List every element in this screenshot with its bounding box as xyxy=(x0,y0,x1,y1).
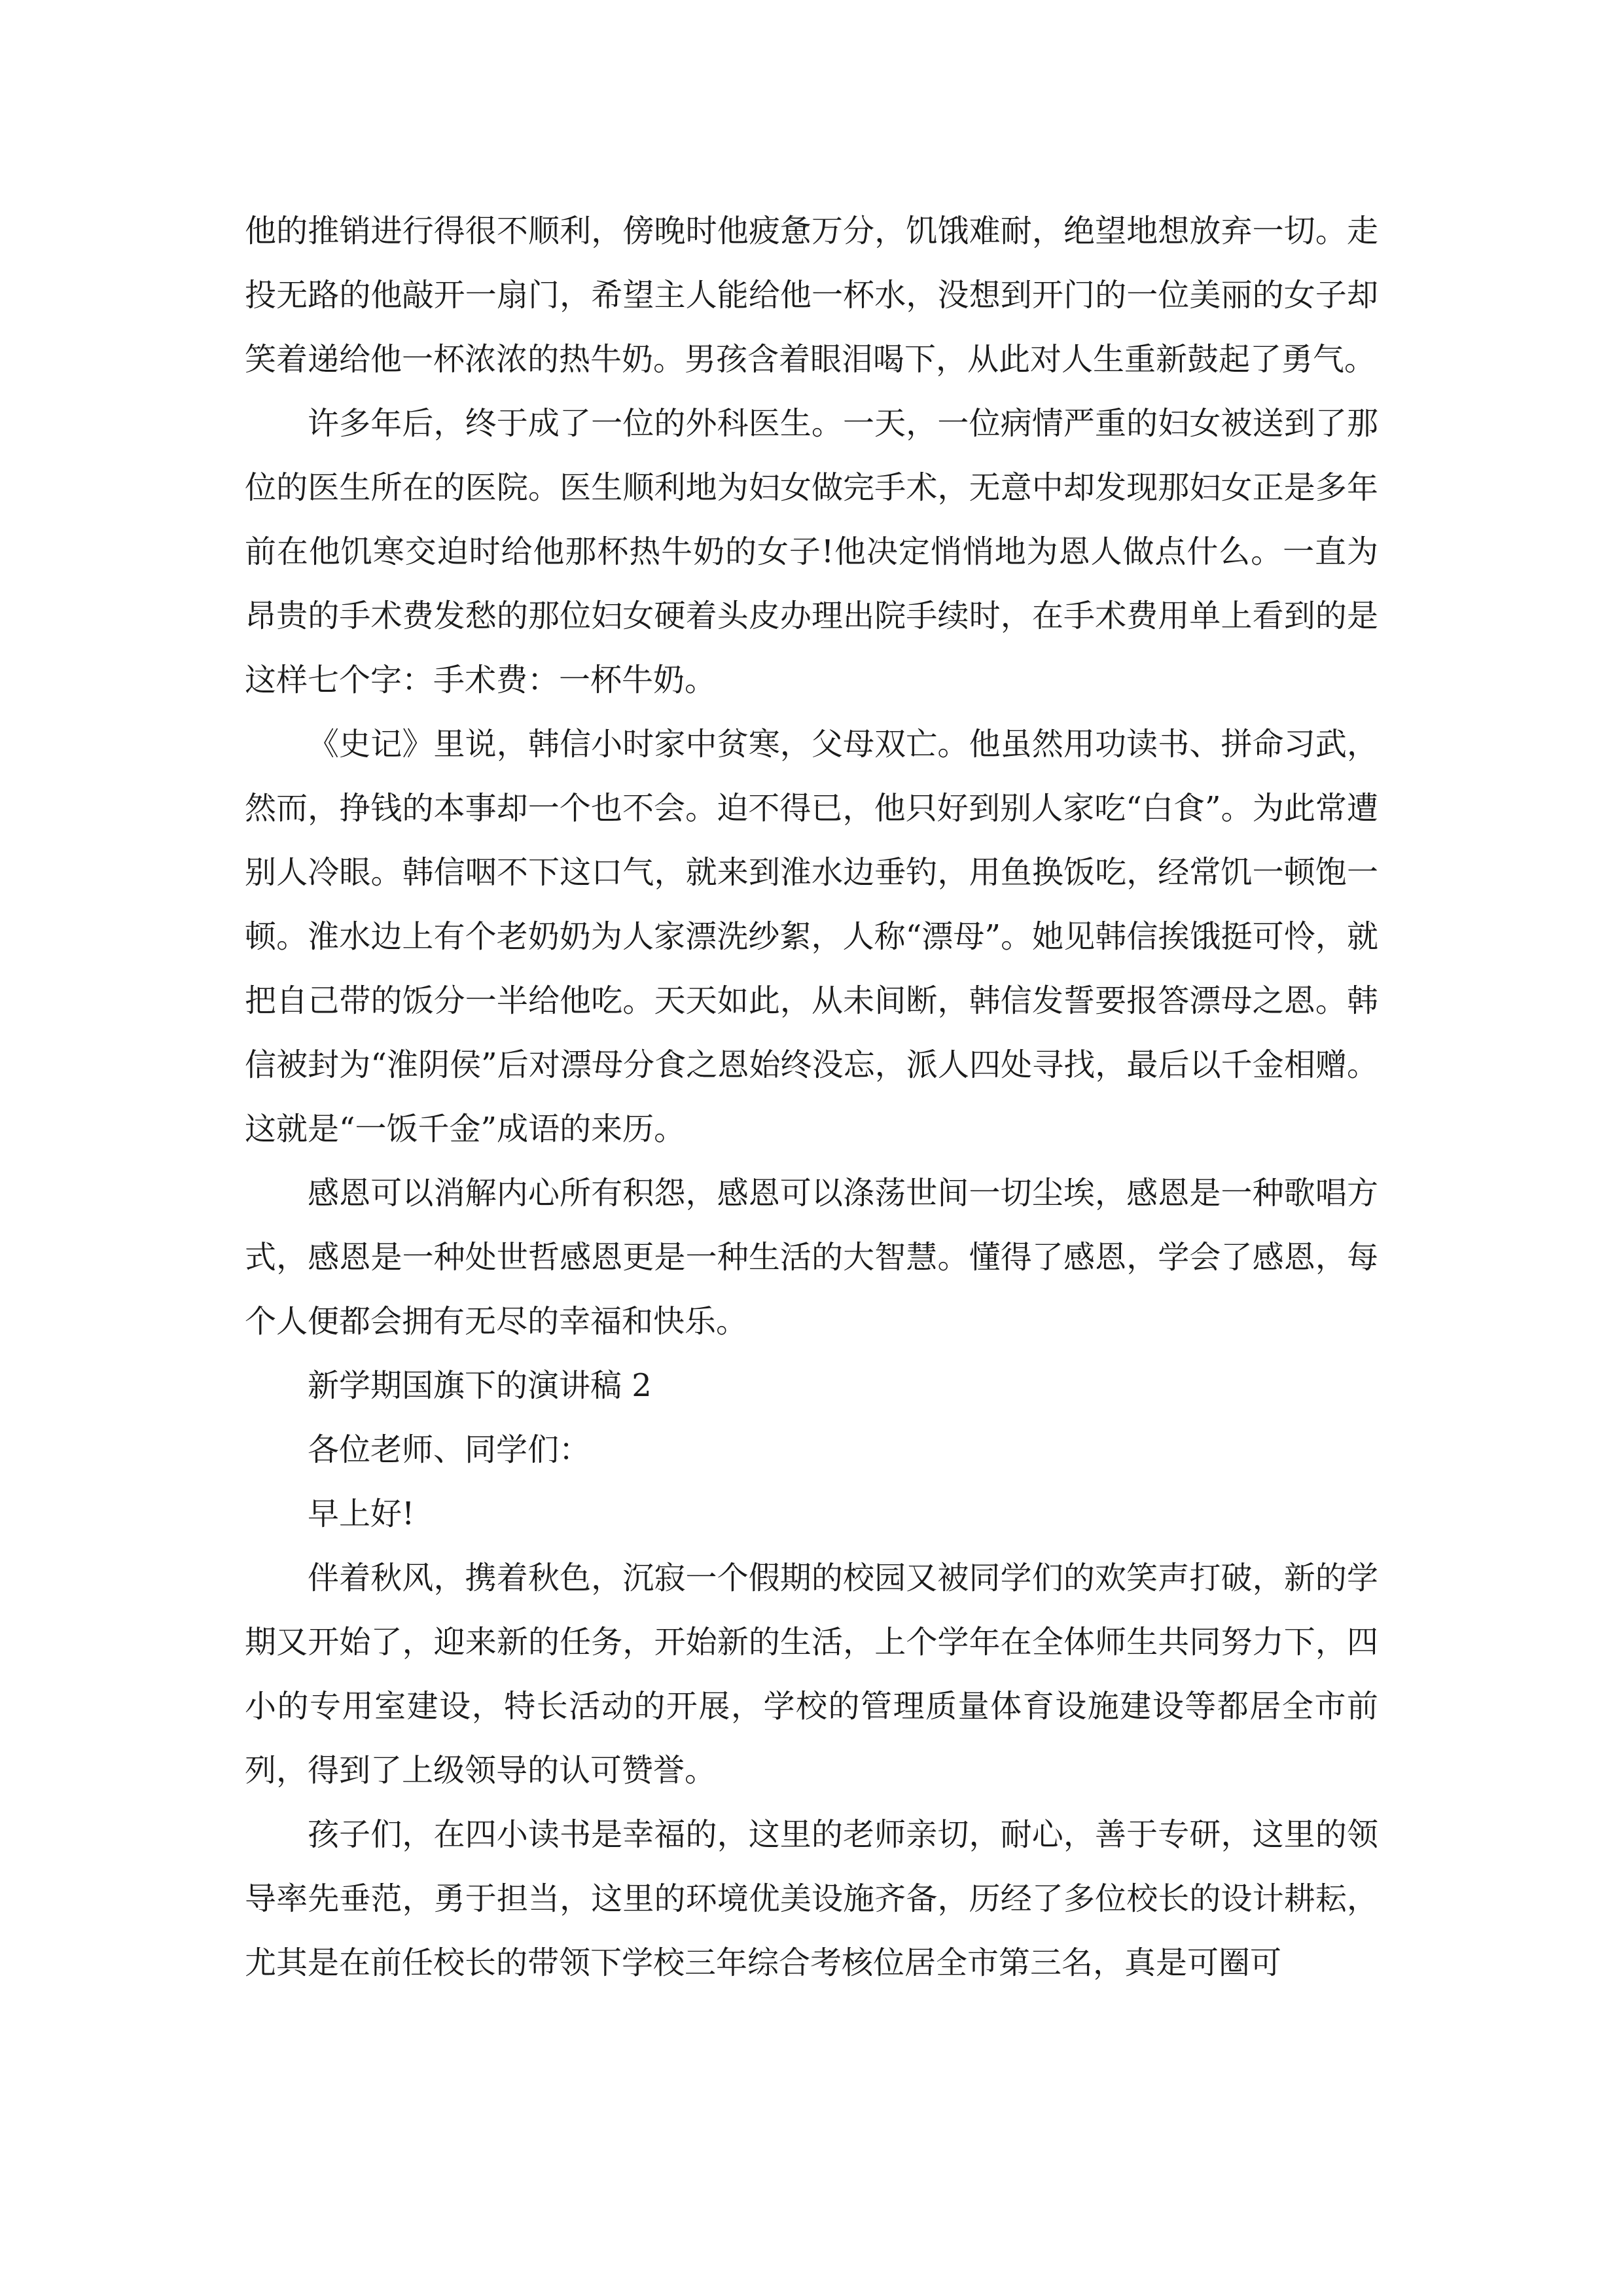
salutation: 各位老师、同学们： xyxy=(308,1431,591,1468)
paragraph-gratitude: 感恩可以消解内心所有积怨，感恩可以涤荡世间一切尘埃，感恩是一种歌唱方式，感恩是一种处世哲感恩更是一种生活的大智慧。懂得了感恩，学会了感恩，每个人便都会拥有无尽的幸福和快乐。 xyxy=(245,1175,1378,1340)
section-heading: 新学期国旗下的演讲稿 2 xyxy=(308,1367,652,1404)
paragraph-school-praise: 孩子们，在四小读书是幸福的，这里的老师亲切，耐心，善于专研，这里的领导率先垂范，勇于担当，这里的环境优美设施齐备，历经了多位校长的设计耕耘，尤其是在前任校长的带领下学校三年综合考核位居全市第三名，真是可圈可 xyxy=(245,1816,1378,1981)
paragraph-continuation: 他的推销进行得很不顺利，傍晚时他疲惫万分，饥饿难耐，绝望地想放弃一切。走投无路的他敲开一扇门，希望主人能给他一杯水，没想到开门的一位美丽的女子却笑着递给他一杯浓浓的热牛奶。男孩含着眼泪喝下，从此对人生重新鼓起了勇气。 xyxy=(245,213,1378,378)
greeting: 早上好! xyxy=(308,1496,415,1532)
document-body xyxy=(245,199,1378,1995)
paragraph-surgeon-story: 许多年后，终于成了一位的外科医生。一天，一位病情严重的妇女被送到了那位的医生所在的医院。医生顺利地为妇女做完手术，无意中却发现那妇女正是多年前在他饥寒交迫时给他那杯热牛奶的女子!他决定悄悄地为恩人做点什么。一直为昂贵的手术费发愁的那位妇女硬着头皮办理出院手续时，在手术费用单上看到的是这样七个字：手术费：一杯牛奶。 xyxy=(245,405,1378,698)
paragraph-new-semester: 伴着秋风，携着秋色，沉寂一个假期的校园又被同学们的欢笑声打破，新的学期又开始了，迎来新的任务，开始新的生活，上个学年在全体师生共同努力下，四小的专用室建设，特长活动的开展，学校的管理质量体育设施建设等都居全市前列，得到了上级领导的认可赞誉。 xyxy=(245,1560,1378,1789)
paragraph-han-xin-story: 《史记》里说，韩信小时家中贫寒，父母双亡。他虽然用功读书、拼命习武，然而，挣钱的本事却一个也不会。迫不得已，他只好到别人家吃“白食”。为此常遭别人冷眼。韩信咽不下这口气，就来到淮水边垂钓，用鱼换饭吃，经常饥一顿饱一顿。淮水边上有个老奶奶为人家漂洗纱絮，人称“漂母”。她见韩信挨饿挺可怜，就把自己带的饭分一半给他吃。天天如此，从未间断，韩信发誓要报答漂母之恩。韩信被封为“淮阴侯”后对漂母分食之恩始终没忘，派人四处寻找，最后以千金相赠。这就是“一饭千金”成语的来历。 xyxy=(245,726,1378,1147)
